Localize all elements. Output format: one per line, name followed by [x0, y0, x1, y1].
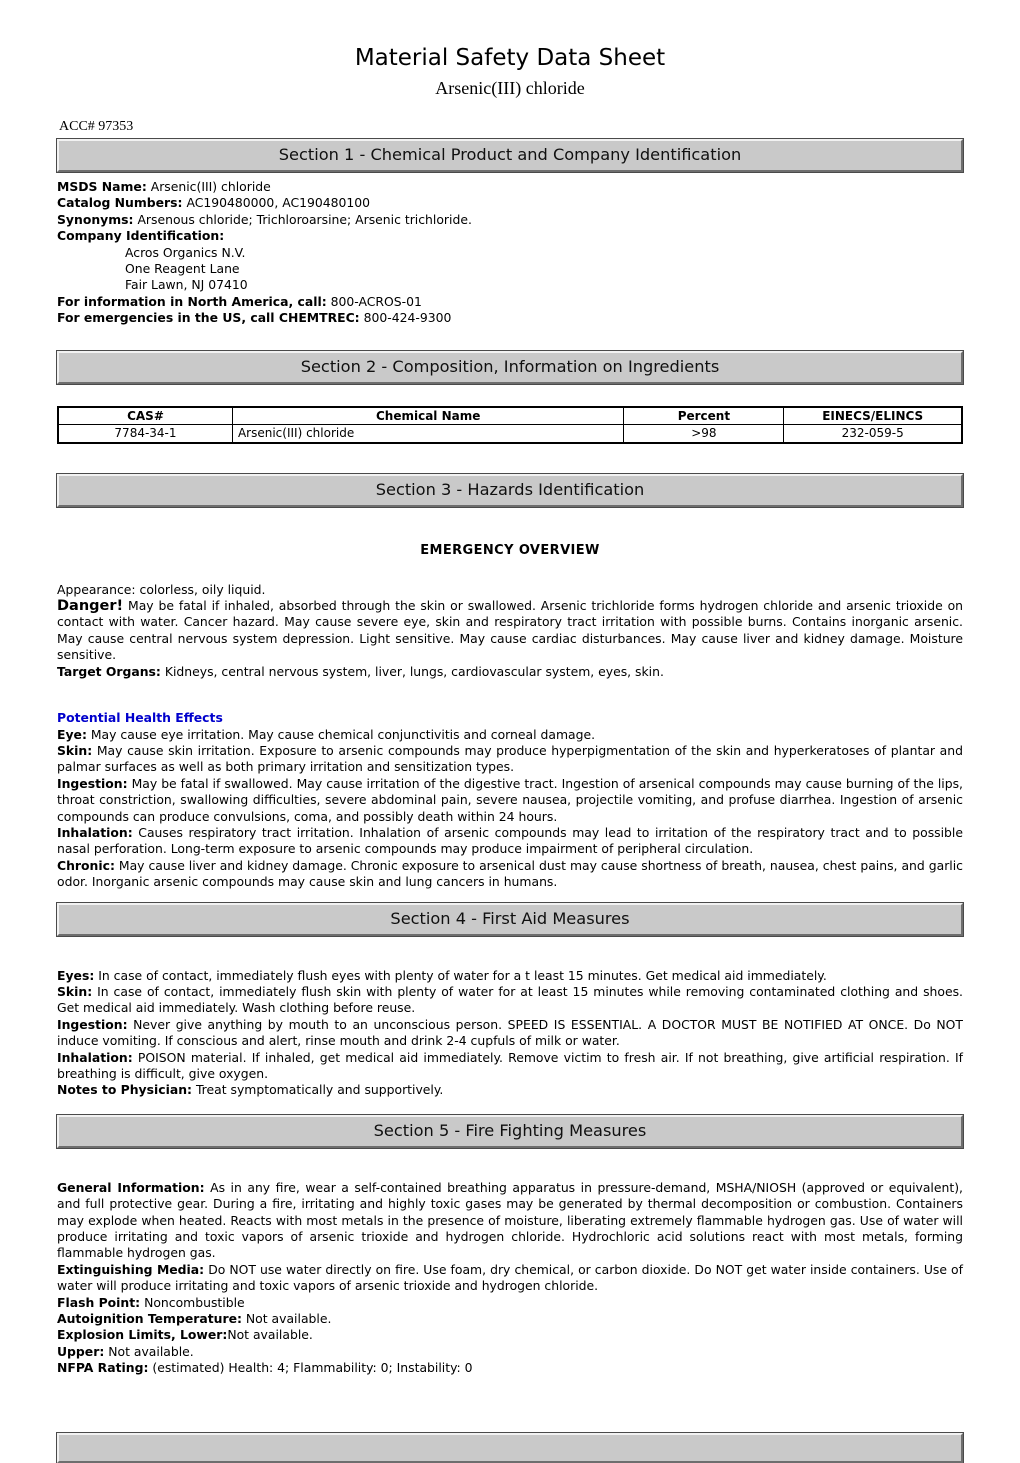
- fire-explosion-limits-lower-label: Explosion Limits, Lower:: [57, 1327, 228, 1343]
- cell-cas: 7784-34-1: [58, 425, 232, 443]
- field-synonyms-label: Synonyms:: [57, 211, 134, 227]
- firstaid-notes-to-physician: [57, 1082, 963, 1098]
- fire-explosion-limits-upper: [57, 1344, 963, 1360]
- fire-explosion-limits-upper-text: Not available.: [108, 1343, 194, 1359]
- contact-north-america-label: For information in North America, call:: [57, 293, 327, 309]
- cell-einecs: 232-059-5: [784, 425, 962, 443]
- column-header-cas: CAS#: [58, 407, 232, 425]
- field-catalog-numbers-label: Catalog Numbers:: [57, 195, 183, 211]
- fire-autoignition-label: Autoignition Temperature:: [57, 1311, 242, 1327]
- fire-explosion-limits-lower: [57, 1327, 963, 1343]
- column-header-chemical-name: Chemical Name: [232, 407, 623, 425]
- contact-chemtrec-label: For emergencies in the US, call CHEMTREC:: [57, 310, 360, 326]
- effect-chronic: [57, 858, 963, 891]
- danger-text: May be fatal if inhaled, absorbed through the skin or swallowed. Arsenic trichloride forms hydrogen chloride and arsenic trioxide on contact with water. Cancer hazard. May cause severe eye, skin and respiratory tract irritation with possible burns. Contains inorganic arsenic. May cause central nervous system depression. Light sensitive. May cause cardiac disturbances. May cause liver and kidney damage. Moisture sensitive.: [57, 598, 963, 663]
- field-catalog-numbers: [57, 195, 963, 211]
- field-catalog-numbers-value: AC190480000, AC190480100: [186, 195, 371, 211]
- section-4-header: [57, 903, 963, 936]
- field-company-identification: [57, 228, 963, 244]
- section-4-body: [57, 968, 963, 1099]
- field-msds-name: [57, 179, 963, 195]
- fire-explosion-limits-lower-text: Not available.: [227, 1327, 313, 1343]
- contact-north-america: [57, 294, 963, 310]
- firstaid-inhalation-text: POISON material. If inhaled, get medical aid immediately. Remove victim to fresh air. If not breathing, give artificial respiration. If breathing is difficult, give oxygen.: [57, 1049, 963, 1081]
- emergency-overview-heading: EMERGENCY OVERVIEW: [420, 542, 600, 558]
- fire-general-information: [57, 1180, 963, 1262]
- contact-chemtrec: [57, 310, 963, 326]
- acc-number: ACC# 97353: [59, 119, 134, 134]
- firstaid-ingestion-text: Never give anything by mouth to an unconscious person. SPEED IS ESSENTIAL. A DOCTOR MUST BE NOTIFIED AT ONCE. Do NOT induce vomiting. If conscious and alert, rinse mouth and drink 2-4 cupfuls of milk or water.: [57, 1016, 963, 1049]
- effect-ingestion: [57, 776, 963, 825]
- composition-table-row: [58, 425, 962, 443]
- document-subtitle: Arsenic(III) chloride: [435, 78, 585, 98]
- field-msds-name-label: MSDS Name:: [57, 179, 147, 194]
- fire-nfpa-rating-label: NFPA Rating:: [57, 1360, 149, 1376]
- fire-general-information-label: General Information:: [57, 1179, 205, 1195]
- section-3-body: [57, 543, 963, 891]
- section-5-title: Section 5 - Fire Fighting Measures: [373, 1120, 647, 1140]
- target-organs-label: Target Organs:: [57, 663, 161, 679]
- company-address-line-1: Acros Organics N.V.: [125, 244, 246, 260]
- field-company-identification-label: Company Identification:: [57, 228, 225, 244]
- effect-ingestion-text: May be fatal if swallowed. May cause irritation of the digestive tract. Ingestion of arsenical compounds may cause burning of the lips, throat constriction, swallowing difficulties, severe abdominal pain, severe nausea, projectile vomiting, and profuse diarrhea. Ingestion of arsenic compounds can produce convulsions, coma, and possibly death within 24 hours.: [57, 775, 963, 824]
- effect-skin-text: May cause skin irritation. Exposure to arsenic compounds may produce hyperpigmentation of the skin and hyperkeratoses of plantar and palmar surfaces as well as both primary irritation and sensitization types.: [57, 742, 963, 775]
- field-synonyms: [57, 212, 963, 228]
- fire-extinguishing-media: [57, 1262, 963, 1295]
- target-organs-text: Kidneys, central nervous system, liver, lungs, cardiovascular system, eyes, skin.: [164, 663, 664, 679]
- contact-chemtrec-value: 800-424-9300: [363, 310, 452, 326]
- effect-skin-label: Skin:: [57, 742, 93, 758]
- effect-eye-text: May cause eye irritation. May cause chemical conjunctivitis and corneal damage.: [90, 726, 596, 742]
- section-3-title: Section 3 - Hazards Identification: [375, 479, 645, 499]
- effect-inhalation-label: Inhalation:: [57, 824, 133, 840]
- firstaid-skin-text: In case of contact, immediately flush skin with plenty of water for at least 15 minutes while removing contaminated clothing and shoes. Get medical aid immediately. Wash clothing before reuse.: [57, 983, 963, 1016]
- fire-extinguishing-media-text: Do NOT use water directly on fire. Use foam, dry chemical, or carbon dioxide. Do NOT get water inside containers. Use of water will produce irritating and toxic vapors of arsenic trioxide and hydrogen chloride.: [57, 1261, 963, 1294]
- fire-explosion-limits-upper-label: Upper:: [57, 1343, 105, 1359]
- fire-flash-point-label: Flash Point:: [57, 1294, 141, 1310]
- firstaid-ingestion: [57, 1017, 963, 1050]
- effect-inhalation-text: Causes respiratory tract irritation. Inhalation of arsenic compounds may lead to irritation of the respiratory tract and to possible nasal perforation. Long-term exposure to arsenic compounds may produce impairment of peripheral circulation.: [57, 824, 963, 857]
- firstaid-ingestion-label: Ingestion:: [57, 1016, 128, 1032]
- firstaid-notes-label: Notes to Physician:: [57, 1082, 192, 1098]
- fire-flash-point: [57, 1295, 963, 1311]
- effect-eye: [57, 727, 963, 743]
- firstaid-eyes-label: Eyes:: [57, 967, 95, 983]
- cell-percent: >98: [624, 425, 784, 443]
- effect-skin: [57, 743, 963, 776]
- section-2-title: Section 2 - Composition, Information on Ingredients: [300, 356, 720, 376]
- potential-health-effects-heading: Potential Health Effects: [57, 710, 223, 726]
- fire-nfpa-rating-text: (estimated) Health: 4; Flammability: 0; Instability: 0: [152, 1360, 473, 1376]
- contact-north-america-value: 800-ACROS-01: [330, 293, 422, 309]
- field-msds-name-value: Arsenic(III) chloride: [150, 179, 271, 194]
- effect-chronic-label: Chronic:: [57, 857, 115, 873]
- fire-general-information-text: As in any fire, wear a self-contained breathing apparatus in pressure-demand, MSHA/NIOSH (approved or equivalent), and full protective gear. During a fire, irritating and highly toxic gases may be generated by thermal decomposition or combustion. Containers may explode when heated. Reacts with most metals in the presence of moisture, liberating extremely flammable hydrogen gas. Use of water will produce irritating and toxic vapors of arsenic trioxide and hydrogen chloride. Hydrochloric acid solutions react with most metals, forming flammable hydrogen gas.: [57, 1179, 963, 1261]
- fire-autoignition: [57, 1311, 963, 1327]
- firstaid-inhalation: [57, 1050, 963, 1083]
- firstaid-skin-label: Skin:: [57, 983, 93, 999]
- firstaid-inhalation-label: Inhalation:: [57, 1049, 133, 1065]
- section-4-title: Section 4 - First Aid Measures: [390, 908, 630, 928]
- firstaid-skin: [57, 984, 963, 1017]
- effect-inhalation: [57, 825, 963, 858]
- company-address: [125, 245, 963, 294]
- danger-paragraph: [57, 598, 963, 664]
- firstaid-notes-text: Treat symptomatically and supportively.: [195, 1082, 444, 1098]
- cell-chemical-name: Arsenic(III) chloride: [232, 425, 623, 443]
- fire-extinguishing-media-label: Extinguishing Media:: [57, 1261, 205, 1277]
- section-1-title: Section 1 - Chemical Product and Company Identification: [278, 145, 742, 164]
- section-1-body: [57, 179, 963, 327]
- effect-chronic-text: May cause liver and kidney damage. Chronic exposure to arsenical dust may cause shortness of breath, nausea, chest pains, and garlic odor. Inorganic arsenic compounds may cause skin and lung cancers in humans.: [57, 857, 963, 890]
- section-6-header-partial: [57, 1433, 963, 1463]
- section-3-header: [57, 474, 963, 507]
- field-synonyms-value: Arsenous chloride; Trichloroarsine; Arsenic trichloride.: [137, 211, 472, 227]
- firstaid-eyes: [57, 968, 963, 984]
- column-header-percent: Percent: [624, 407, 784, 425]
- section-5-body: [57, 1180, 963, 1377]
- danger-label: Danger!: [57, 598, 124, 615]
- section-5-header: [57, 1115, 963, 1148]
- firstaid-eyes-text: In case of contact, immediately flush eyes with plenty of water for a t least 15 minutes. Get medical aid immediately.: [98, 967, 827, 983]
- company-address-line-2: One Reagent Lane: [125, 261, 240, 277]
- effect-eye-label: Eye:: [57, 726, 87, 742]
- section-2-header: [57, 351, 963, 384]
- fire-flash-point-text: Noncombustible: [144, 1294, 245, 1310]
- column-header-einecs: EINECS/ELINCS: [784, 407, 962, 425]
- fire-nfpa-rating: [57, 1360, 963, 1376]
- fire-autoignition-text: Not available.: [245, 1311, 332, 1327]
- effect-ingestion-label: Ingestion:: [57, 775, 128, 791]
- target-organs-paragraph: [57, 664, 963, 680]
- composition-table: [57, 406, 963, 444]
- company-address-line-3: Fair Lawn, NJ 07410: [125, 277, 248, 293]
- document-title: Material Safety Data Sheet: [354, 45, 666, 71]
- composition-table-header-row: [58, 407, 962, 425]
- appearance-line: Appearance: colorless, oily liquid.: [57, 581, 266, 597]
- section-1-header: [57, 139, 963, 172]
